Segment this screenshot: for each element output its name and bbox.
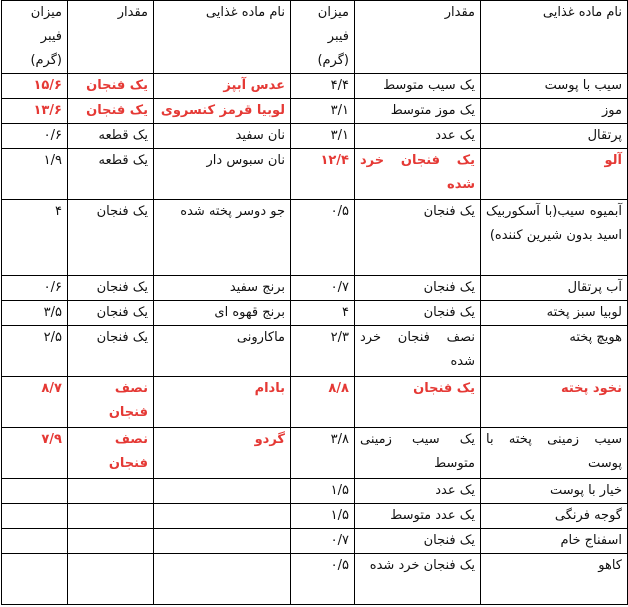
cell-food-name-right: سیب با پوست	[481, 74, 628, 99]
cell-food-name-left	[154, 529, 291, 554]
cell-amount-left	[68, 479, 154, 504]
cell-amount-left: یک فنجان	[68, 74, 154, 99]
cell-fiber-right: ۴/۴	[291, 74, 355, 99]
cell-food-name-right: خیار با پوست	[481, 479, 628, 504]
cell-amount-left: یک فنجان	[68, 99, 154, 124]
cell-fiber-right: ۳/۸	[291, 428, 355, 479]
cell-food-name-right: گوجه فرنگی	[481, 504, 628, 529]
cell-food-name-right: نخود پخته	[481, 377, 628, 428]
table-row	[2, 377, 628, 428]
cell-amount-right: یک سیب زمینی متوسط	[355, 428, 481, 479]
cell-fiber-left: ۷/۹	[2, 428, 68, 479]
cell-amount-right: یک فنجان	[355, 276, 481, 301]
table-row	[2, 301, 628, 326]
cell-food-name-right: لوبیا سبز پخته	[481, 301, 628, 326]
cell-amount-left: یک فنجان	[68, 326, 154, 377]
cell-fiber-left: ۱۵/۶	[2, 74, 68, 99]
cell-amount-left: یک فنجان	[68, 200, 154, 276]
cell-food-name-left	[154, 479, 291, 504]
header-row	[2, 1, 628, 74]
cell-food-name-right: آلو	[481, 149, 628, 200]
cell-amount-right: یک فنجان خرد شده	[355, 149, 481, 200]
cell-amount-right: یک فنجان	[355, 200, 481, 276]
cell-fiber-left: ۰/۶	[2, 276, 68, 301]
cell-food-name-right: سیب زمینی پخته با پوست	[481, 428, 628, 479]
cell-fiber-left	[2, 504, 68, 529]
table-row	[2, 99, 628, 124]
cell-fiber-right: ۱/۵	[291, 479, 355, 504]
table-row	[2, 149, 628, 200]
header-amount-left: مقدار	[68, 1, 154, 74]
cell-amount-left: یک قطعه	[68, 124, 154, 149]
header-fiber-left: میزان فیبر (گرم)	[2, 1, 68, 74]
cell-amount-right: یک فنجان	[355, 301, 481, 326]
header-food-name-left: نام ماده غذایی	[154, 1, 291, 74]
table-row	[2, 326, 628, 377]
table-row	[2, 479, 628, 504]
cell-food-name-left: لوبیا قرمز کنسروی	[154, 99, 291, 124]
cell-fiber-right: ۸/۸	[291, 377, 355, 428]
cell-fiber-right: ۳/۱	[291, 99, 355, 124]
cell-amount-right: یک فنجان	[355, 529, 481, 554]
cell-food-name-left: برنج قهوه ای	[154, 301, 291, 326]
cell-amount-left: یک قطعه	[68, 149, 154, 200]
cell-amount-left	[68, 504, 154, 529]
header-fiber-right: میزان فیبر (گرم)	[291, 1, 355, 74]
cell-fiber-right: ۰/۷	[291, 529, 355, 554]
cell-fiber-right: ۲/۳	[291, 326, 355, 377]
cell-food-name-left: ماکارونی	[154, 326, 291, 377]
cell-amount-right: یک موز متوسط	[355, 99, 481, 124]
cell-food-name-right: پرتقال	[481, 124, 628, 149]
cell-fiber-right: ۱۲/۴	[291, 149, 355, 200]
cell-amount-right: یک عدد	[355, 124, 481, 149]
cell-food-name-left: جو دوسر پخته شده	[154, 200, 291, 276]
table-row	[2, 124, 628, 149]
table-row	[2, 428, 628, 479]
cell-fiber-left: ۸/۷	[2, 377, 68, 428]
cell-food-name-right: کاهو	[481, 554, 628, 605]
cell-food-name-right: اسفناج خام	[481, 529, 628, 554]
cell-amount-right: یک فنجان خرد شده	[355, 554, 481, 605]
cell-fiber-right: ۰/۵	[291, 200, 355, 276]
cell-fiber-left	[2, 554, 68, 605]
cell-fiber-left: ۴	[2, 200, 68, 276]
cell-fiber-right: ۰/۷	[291, 276, 355, 301]
cell-fiber-left: ۳/۵	[2, 301, 68, 326]
cell-fiber-left	[2, 479, 68, 504]
table-row	[2, 504, 628, 529]
table-row	[2, 554, 628, 605]
table-row	[2, 529, 628, 554]
cell-food-name-left: نان سبوس دار	[154, 149, 291, 200]
cell-fiber-left: ۰/۶	[2, 124, 68, 149]
cell-amount-right: یک سیب متوسط	[355, 74, 481, 99]
header-food-name-right: نام ماده غذایی	[481, 1, 628, 74]
cell-amount-left	[68, 529, 154, 554]
cell-amount-left: نصف فنجان	[68, 377, 154, 428]
cell-food-name-left: بادام	[154, 377, 291, 428]
cell-fiber-right: ۰/۵	[291, 554, 355, 605]
cell-food-name-right: آب پرتقال	[481, 276, 628, 301]
cell-fiber-right: ۳/۱	[291, 124, 355, 149]
table-row	[2, 200, 628, 276]
cell-amount-left: یک فنجان	[68, 301, 154, 326]
cell-food-name-right: موز	[481, 99, 628, 124]
header-amount-right: مقدار	[355, 1, 481, 74]
cell-food-name-left: گردو	[154, 428, 291, 479]
cell-food-name-left: برنج سفید	[154, 276, 291, 301]
cell-food-name-left	[154, 504, 291, 529]
cell-fiber-right: ۴	[291, 301, 355, 326]
cell-amount-left: یک فنجان	[68, 276, 154, 301]
cell-food-name-left: عدس آبپز	[154, 74, 291, 99]
cell-food-name-left: نان سفید	[154, 124, 291, 149]
cell-fiber-left: ۱/۹	[2, 149, 68, 200]
cell-amount-right: یک عدد متوسط	[355, 504, 481, 529]
cell-amount-right: یک فنجان	[355, 377, 481, 428]
cell-amount-right: یک عدد	[355, 479, 481, 504]
cell-amount-right: نصف فنجان خرد شده	[355, 326, 481, 377]
cell-amount-left: نصف فنجان	[68, 428, 154, 479]
cell-fiber-left	[2, 529, 68, 554]
table-row	[2, 74, 628, 99]
cell-fiber-left: ۱۳/۶	[2, 99, 68, 124]
cell-food-name-left	[154, 554, 291, 605]
cell-fiber-left: ۲/۵	[2, 326, 68, 377]
fiber-table	[1, 0, 628, 605]
table-row	[2, 276, 628, 301]
cell-fiber-right: ۱/۵	[291, 504, 355, 529]
cell-food-name-right: آبمیوه سیب(با آسکوربیک اسید بدون شیرین کننده)	[481, 200, 628, 276]
cell-amount-left	[68, 554, 154, 605]
cell-food-name-right: هویچ پخته	[481, 326, 628, 377]
